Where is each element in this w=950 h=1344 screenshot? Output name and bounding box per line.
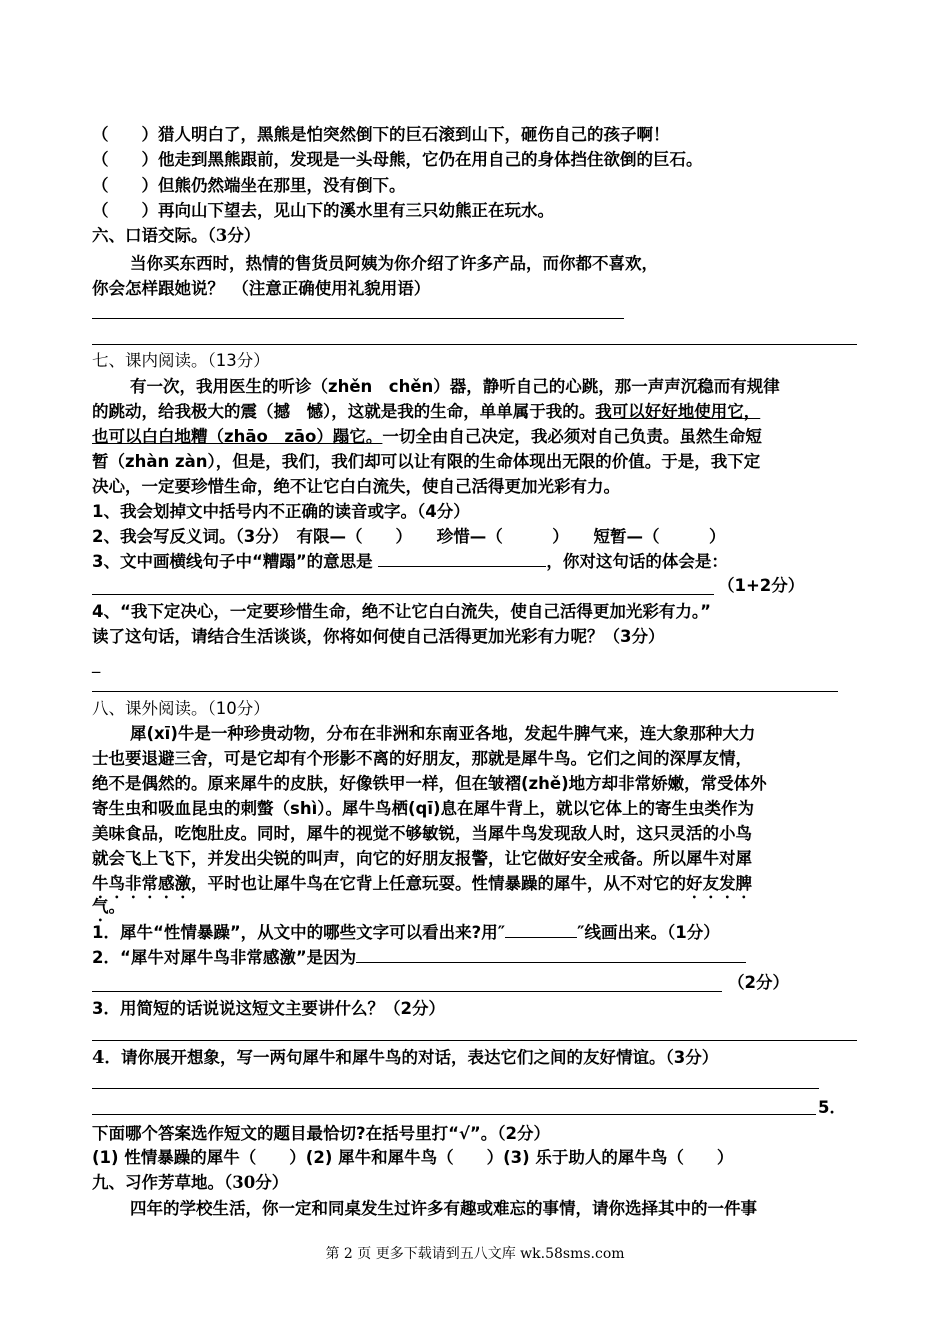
question-2: 2．“犀牛对犀牛鸟非常感激”是因为 [92,946,860,970]
answer-line[interactable] [92,1114,816,1115]
dotted-phrase: 牛鸟非常感激 [92,874,191,893]
passage-line: 的跳动，给我极大的震（撼 憾），这就是我的生命，单单属于我的。我可以好好地使用它， [92,402,761,421]
order-item: （ ）猎人明白了，黑熊是怕突然倒下的巨石滚到山下，砸伤自己的孩子啊！ [92,125,670,144]
underlined-sentence: 也可以白白地糟（zhāo zāo）蹋它。 [92,427,383,446]
underlined-sentence: 我可以好好地使用它， [595,402,761,421]
answer-line[interactable] [92,594,714,595]
section-7-heading: 七、课内阅读。（13分） [92,351,270,370]
question-3: 3．用简短的话说说这短文主要讲什么？（2分） [92,999,445,1018]
section-6-heading: 六、口语交际。（3分） [92,226,261,245]
passage-line: 美味食品，吃饱肚皮。同时，犀牛的视觉不够敏锐，当犀牛鸟发现敌人时，这只灵活的小鸟 [92,824,752,843]
order-item: （ ）他走到黑熊跟前，发现是一头母熊，它仍在用自己的身体挡住欲倒的巨石。 [92,150,703,169]
question-3-score: （1+2分） [718,576,805,595]
question-2-score: （2分） [728,973,789,992]
answer-start-mark: _ [92,654,101,673]
question-1: 1、我会划掉文中括号内不正确的读音或字。（4分） [92,502,470,521]
section-9-prompt: 四年的学校生活，你一定和同桌发生过许多有趣或难忘的事情，请你选择其中的一件事 [130,1199,757,1218]
section-6-prompt: 你会怎样跟她说？ （注意正确使用礼貌用语） [92,279,431,298]
answer-blank[interactable] [356,946,746,963]
question-4: 4．请你展开想象，写一两句犀牛和犀牛鸟的对话，表达它们之间的友好情谊。（3分） [92,1047,719,1068]
answer-line[interactable] [92,318,624,319]
section-8-heading: 八、课外阅读。（10分） [92,699,270,718]
answer-line[interactable] [92,1088,819,1089]
question-4: 4、“我下定决心，一定要珍惜生命，绝不让它白白流失，使自己活得更加光彩有力。” [92,602,711,621]
answer-line[interactable] [92,691,838,692]
passage-line: 牛鸟非常感激，平时也让犀牛鸟在它背上任意玩耍。性情暴躁的犀牛，从不对它的好友发脾 [92,874,752,893]
section-9-heading: 九、习作芳草地。（30分） [92,1173,289,1192]
passage-line: 寄生虫和吸血昆虫的刺螫（shì）。犀牛鸟栖(qī)息在犀牛背上，就以它体上的寄生虫类作为 [92,799,755,818]
answer-line[interactable] [92,1040,857,1041]
question-1: 1．犀牛“性情暴躁”，从文中的哪些文字可以看出来?用″ ″线画出来。（1分） [92,923,720,942]
order-item: （ ）再向山下望去，见山下的溪水里有三只幼熊正在玩水。 [92,201,554,220]
passage-line: 犀(xī)牛是一种珍贵动物，分布在非洲和东南亚各地，发起牛脾气来，连大象那种大力 [130,724,756,743]
question-5: 下面哪个答案选作短文的题目最恰切?在括号里打“√”。（2分） [92,1124,550,1143]
question-5-options[interactable]: (1) 性情暴躁的犀牛（ ）(2) 犀牛和犀牛鸟（ ）(3) 乐于助人的犀牛鸟（ ） [92,1148,734,1167]
passage-line: 也可以白白地糟（zhāo zāo）蹋它。一切全由自己决定，我必须对自己负责。虽然生命短 [92,427,762,446]
passage-line: 就会飞上飞下，并发出尖锐的叫声，向它的好朋友报警，让它做好安全戒备。所以犀牛对犀 [92,849,752,868]
question-2: 2、我会写反义词。（3分） 有限—（ ） 珍惜—（ ） 短暂—（ ） [92,527,726,546]
passage-line: 士也要退避三舍，可是它却有个形影不离的好朋友，那就是犀牛鸟。它们之间的深厚友情， [92,749,752,768]
passage-line: 有一次，我用医生的听诊（zhěn chěn）器，静听自己的心跳，那一声声沉稳而有规律 [130,377,780,396]
question-4: 读了这句话，请结合生活谈谈，你将如何使自己活得更加光彩有力呢？（3分） [92,627,665,646]
answer-blank[interactable] [505,921,577,938]
question-3: 3、文中画横线句子中“糟蹋”的意思是 ，你对这句话的体会是： [92,552,728,571]
dotted-phrase: 好友发脾 [686,874,752,893]
passage-line: 绝不是偶然的。原来犀牛的皮肤，好像铁甲一样，但在皱褶(zhě)地方却非常娇嫩，常受体外 [92,774,767,793]
passage-line: 暂（zhàn zàn），但是，我们，我们却可以让有限的生命体现出无限的价值。于是，我下定 [92,452,761,471]
page-footer: 第 2 页 更多下载请到五八文库 wk.58sms.com [325,1246,625,1262]
answer-line[interactable] [92,991,722,992]
passage-line: 气。 [92,897,125,916]
order-item: （ ）但熊仍然端坐在那里，没有倒下。 [92,176,406,195]
question-5-number: 5． [818,1098,846,1117]
answer-blank[interactable] [378,550,546,567]
section-6-prompt: 当你买东西时，热情的售货员阿姨为你介绍了许多产品，而你都不喜欢， [130,254,658,273]
answer-line[interactable] [92,344,857,345]
passage-line: 决心，一定要珍惜生命，绝不让它白白流失，使自己活得更加光彩有力。 [92,477,620,496]
